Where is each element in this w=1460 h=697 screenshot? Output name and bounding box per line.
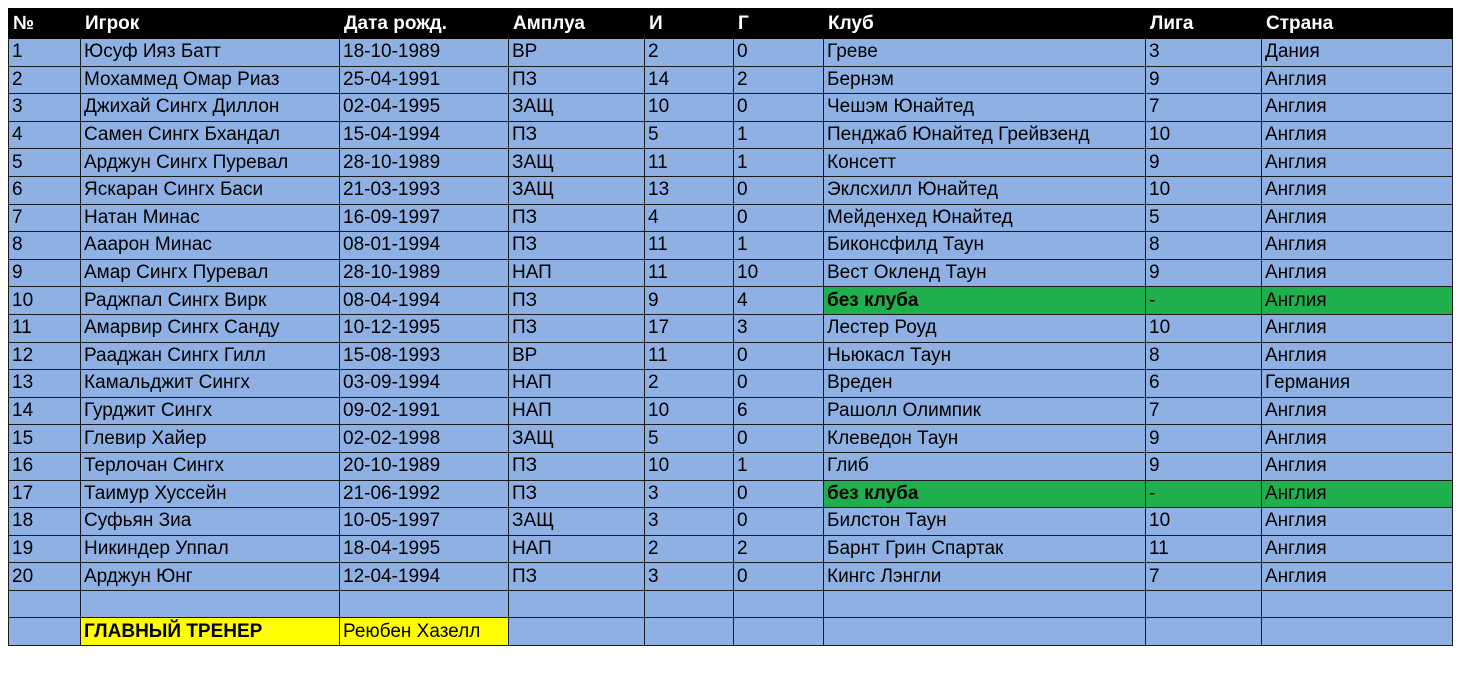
empty-cell[interactable]: [1146, 618, 1262, 646]
cell-goals[interactable]: 1: [734, 232, 824, 260]
cell-goals[interactable]: 0: [734, 563, 824, 591]
cell-position[interactable]: ЗАЩ: [509, 94, 645, 122]
empty-cell[interactable]: [1146, 590, 1262, 618]
cell-games[interactable]: 11: [645, 232, 734, 260]
cell-birthdate[interactable]: 25-04-1991: [340, 66, 509, 94]
cell-country[interactable]: Англия: [1262, 259, 1453, 287]
cell-player[interactable]: Яскаран Сингх Баси: [81, 176, 340, 204]
cell-position[interactable]: ПЗ: [509, 314, 645, 342]
cell-club[interactable]: Мейденхед Юнайтед: [824, 204, 1146, 232]
cell-number[interactable]: 3: [9, 94, 81, 122]
table-row: [9, 425, 1453, 453]
empty-cell[interactable]: [1262, 590, 1453, 618]
cell-goals[interactable]: 2: [734, 66, 824, 94]
cell-games[interactable]: 5: [645, 425, 734, 453]
cell-goals[interactable]: 10: [734, 259, 824, 287]
empty-cell[interactable]: [509, 618, 645, 646]
cell-birthdate[interactable]: 10-05-1997: [340, 508, 509, 536]
table-row: [9, 480, 1453, 508]
cell-number[interactable]: 10: [9, 287, 81, 315]
cell-birthdate[interactable]: 10-12-1995: [340, 314, 509, 342]
cell-league[interactable]: 8: [1146, 232, 1262, 260]
cell-country[interactable]: Англия: [1262, 342, 1453, 370]
empty-cell[interactable]: [824, 590, 1146, 618]
cell-position[interactable]: ВР: [509, 39, 645, 67]
cell-club[interactable]: Вест Окленд Таун: [824, 259, 1146, 287]
cell-goals[interactable]: 0: [734, 508, 824, 536]
header-row: [9, 9, 1453, 39]
cell-league[interactable]: 6: [1146, 370, 1262, 398]
cell-position[interactable]: ПЗ: [509, 204, 645, 232]
cell-club[interactable]: без клуба: [824, 287, 1146, 315]
cell-games[interactable]: 9: [645, 287, 734, 315]
cell-goals[interactable]: 0: [734, 94, 824, 122]
table-row: [9, 397, 1453, 425]
empty-cell[interactable]: [1262, 618, 1453, 646]
cell-club[interactable]: Биконсфилд Таун: [824, 232, 1146, 260]
cell-club[interactable]: Пенджаб Юнайтед Грейвзенд: [824, 121, 1146, 149]
cell-player[interactable]: Ааарон Минас: [81, 232, 340, 260]
cell-country[interactable]: Англия: [1262, 397, 1453, 425]
cell-league[interactable]: -: [1146, 480, 1262, 508]
cell-position[interactable]: ПЗ: [509, 563, 645, 591]
cell-league[interactable]: 3: [1146, 39, 1262, 67]
cell-player[interactable]: Никиндер Уппал: [81, 535, 340, 563]
cell-club[interactable]: Вреден: [824, 370, 1146, 398]
table-row: [9, 149, 1453, 177]
cell-club[interactable]: Барнт Грин Спартак: [824, 535, 1146, 563]
col-header-club[interactable]: Клуб: [824, 9, 1146, 39]
col-header-player[interactable]: Игрок: [81, 9, 340, 39]
cell-country[interactable]: Англия: [1262, 563, 1453, 591]
cell-player[interactable]: Камальджит Сингх: [81, 370, 340, 398]
cell-position[interactable]: ПЗ: [509, 232, 645, 260]
cell-country[interactable]: Германия: [1262, 370, 1453, 398]
cell-country[interactable]: Англия: [1262, 314, 1453, 342]
cell-league[interactable]: 10: [1146, 314, 1262, 342]
cell-games[interactable]: 17: [645, 314, 734, 342]
cell-country[interactable]: Англия: [1262, 149, 1453, 177]
cell-country[interactable]: Англия: [1262, 535, 1453, 563]
cell-number[interactable]: 7: [9, 204, 81, 232]
cell-league[interactable]: 5: [1146, 204, 1262, 232]
table-row: [9, 342, 1453, 370]
cell-goals[interactable]: 0: [734, 480, 824, 508]
cell-player[interactable]: Амар Сингх Пуревал: [81, 259, 340, 287]
cell-number[interactable]: 6: [9, 176, 81, 204]
cell-club[interactable]: Рашолл Олимпик: [824, 397, 1146, 425]
col-header-league[interactable]: Лига: [1146, 9, 1262, 39]
empty-cell[interactable]: [734, 618, 824, 646]
cell-number[interactable]: 13: [9, 370, 81, 398]
cell-player[interactable]: Глевир Хайер: [81, 425, 340, 453]
cell-goals[interactable]: 0: [734, 425, 824, 453]
cell-league[interactable]: 10: [1146, 176, 1262, 204]
table-row: [9, 66, 1453, 94]
cell-club[interactable]: Глиб: [824, 452, 1146, 480]
table-row: [9, 314, 1453, 342]
cell-number[interactable]: 11: [9, 314, 81, 342]
cell-number[interactable]: 12: [9, 342, 81, 370]
cell-number[interactable]: 9: [9, 259, 81, 287]
cell-birthdate[interactable]: 16-09-1997: [340, 204, 509, 232]
table-row: [9, 508, 1453, 536]
cell-club[interactable]: Консетт: [824, 149, 1146, 177]
cell-league[interactable]: 10: [1146, 508, 1262, 536]
cell-country[interactable]: Англия: [1262, 66, 1453, 94]
empty-row: [9, 590, 1453, 618]
cell-goals[interactable]: 0: [734, 204, 824, 232]
cell-player[interactable]: Рааджан Сингх Гилл: [81, 342, 340, 370]
cell-league[interactable]: 9: [1146, 425, 1262, 453]
cell-player[interactable]: Мохаммед Омар Риаз: [81, 66, 340, 94]
cell-games[interactable]: 2: [645, 39, 734, 67]
cell-club[interactable]: Кингс Лэнгли: [824, 563, 1146, 591]
table-row: [9, 452, 1453, 480]
empty-cell[interactable]: [645, 590, 734, 618]
cell-birthdate[interactable]: 18-10-1989: [340, 39, 509, 67]
cell-country[interactable]: Англия: [1262, 425, 1453, 453]
cell-number[interactable]: 1: [9, 39, 81, 67]
col-header-country[interactable]: Страна: [1262, 9, 1453, 39]
cell-goals[interactable]: 6: [734, 397, 824, 425]
cell-position[interactable]: ВР: [509, 342, 645, 370]
cell-country[interactable]: Англия: [1262, 204, 1453, 232]
cell-position[interactable]: ЗАЩ: [509, 149, 645, 177]
cell-number[interactable]: 19: [9, 535, 81, 563]
cell-club[interactable]: без клуба: [824, 480, 1146, 508]
cell-birthdate[interactable]: 15-04-1994: [340, 121, 509, 149]
cell-player[interactable]: Арджун Сингх Пуревал: [81, 149, 340, 177]
cell-number[interactable]: 14: [9, 397, 81, 425]
cell-player[interactable]: Арджун Юнг: [81, 563, 340, 591]
table-row: [9, 204, 1453, 232]
cell-league[interactable]: 9: [1146, 452, 1262, 480]
cell-number[interactable]: 16: [9, 452, 81, 480]
cell-country[interactable]: Англия: [1262, 480, 1453, 508]
cell-position[interactable]: ЗАЩ: [509, 425, 645, 453]
cell-games[interactable]: 10: [645, 397, 734, 425]
cell-country[interactable]: Англия: [1262, 176, 1453, 204]
col-header-goals[interactable]: Г: [734, 9, 824, 39]
cell-position[interactable]: ЗАЩ: [509, 176, 645, 204]
cell-player[interactable]: Таимур Хуссейн: [81, 480, 340, 508]
cell-position[interactable]: НАП: [509, 370, 645, 398]
cell-country[interactable]: Англия: [1262, 94, 1453, 122]
cell-country[interactable]: Англия: [1262, 232, 1453, 260]
cell-club[interactable]: Клеведон Таун: [824, 425, 1146, 453]
cell-country[interactable]: Дания: [1262, 39, 1453, 67]
cell-goals[interactable]: 0: [734, 176, 824, 204]
cell-league[interactable]: 11: [1146, 535, 1262, 563]
cell-player[interactable]: Терлочан Сингх: [81, 452, 340, 480]
cell-games[interactable]: 13: [645, 176, 734, 204]
cell-position[interactable]: ПЗ: [509, 480, 645, 508]
cell-goals[interactable]: 3: [734, 314, 824, 342]
cell-games[interactable]: 14: [645, 66, 734, 94]
cell-club[interactable]: Эклсхилл Юнайтед: [824, 176, 1146, 204]
cell-player[interactable]: Юсуф Ияз Батт: [81, 39, 340, 67]
head-coach-label[interactable]: ГЛАВНЫЙ ТРЕНЕР: [81, 618, 340, 646]
col-header-number[interactable]: №: [9, 9, 81, 39]
table-row: [9, 259, 1453, 287]
cell-club[interactable]: Греве: [824, 39, 1146, 67]
cell-birthdate[interactable]: 02-04-1995: [340, 94, 509, 122]
col-header-position[interactable]: Амплуа: [509, 9, 645, 39]
cell-club[interactable]: Бернэм: [824, 66, 1146, 94]
table-row: [9, 176, 1453, 204]
cell-birthdate[interactable]: 18-04-1995: [340, 535, 509, 563]
cell-goals[interactable]: 1: [734, 121, 824, 149]
cell-games[interactable]: 2: [645, 535, 734, 563]
cell-position[interactable]: ЗАЩ: [509, 508, 645, 536]
empty-cell[interactable]: [734, 590, 824, 618]
empty-cell[interactable]: [645, 618, 734, 646]
cell-player[interactable]: Амарвир Сингх Санду: [81, 314, 340, 342]
cell-games[interactable]: 11: [645, 149, 734, 177]
cell-league[interactable]: 7: [1146, 563, 1262, 591]
cell-club[interactable]: Лестер Роуд: [824, 314, 1146, 342]
cell-birthdate[interactable]: 03-09-1994: [340, 370, 509, 398]
col-header-games[interactable]: И: [645, 9, 734, 39]
cell-birthdate[interactable]: 09-02-1991: [340, 397, 509, 425]
table-body: [9, 39, 1453, 646]
empty-cell[interactable]: [9, 590, 81, 618]
cell-player[interactable]: Суфьян Зиа: [81, 508, 340, 536]
table-row: [9, 232, 1453, 260]
cell-position[interactable]: НАП: [509, 535, 645, 563]
cell-league[interactable]: 9: [1146, 259, 1262, 287]
cell-league[interactable]: -: [1146, 287, 1262, 315]
cell-country[interactable]: Англия: [1262, 287, 1453, 315]
cell-club[interactable]: Чешэм Юнайтед: [824, 94, 1146, 122]
cell-club[interactable]: Ньюкасл Таун: [824, 342, 1146, 370]
cell-position[interactable]: НАП: [509, 259, 645, 287]
head-coach-row: [9, 618, 1453, 646]
cell-goals[interactable]: 4: [734, 287, 824, 315]
cell-birthdate[interactable]: 08-01-1994: [340, 232, 509, 260]
cell-position[interactable]: ПЗ: [509, 66, 645, 94]
cell-games[interactable]: 5: [645, 121, 734, 149]
empty-cell[interactable]: [81, 590, 340, 618]
cell-number[interactable]: 20: [9, 563, 81, 591]
table-row: [9, 39, 1453, 67]
squad-table: [8, 8, 1453, 646]
table-row: [9, 370, 1453, 398]
cell-games[interactable]: 3: [645, 480, 734, 508]
cell-country[interactable]: Англия: [1262, 508, 1453, 536]
cell-birthdate[interactable]: 15-08-1993: [340, 342, 509, 370]
cell-games[interactable]: 2: [645, 370, 734, 398]
cell-club[interactable]: Билстон Таун: [824, 508, 1146, 536]
cell-games[interactable]: 4: [645, 204, 734, 232]
cell-league[interactable]: 10: [1146, 121, 1262, 149]
cell-player[interactable]: Гурджит Сингх: [81, 397, 340, 425]
cell-player[interactable]: Натан Минас: [81, 204, 340, 232]
cell-games[interactable]: 3: [645, 508, 734, 536]
cell-number[interactable]: 4: [9, 121, 81, 149]
cell-position[interactable]: ПЗ: [509, 452, 645, 480]
cell-goals[interactable]: 0: [734, 39, 824, 67]
col-header-birthdate[interactable]: Дата рожд.: [340, 9, 509, 39]
cell-player[interactable]: Раджпал Сингх Вирк: [81, 287, 340, 315]
cell-position[interactable]: ПЗ: [509, 287, 645, 315]
cell-number[interactable]: 18: [9, 508, 81, 536]
cell-country[interactable]: Англия: [1262, 121, 1453, 149]
cell-goals[interactable]: 1: [734, 149, 824, 177]
cell-birthdate[interactable]: 21-06-1992: [340, 480, 509, 508]
empty-cell[interactable]: [509, 590, 645, 618]
cell-league[interactable]: 8: [1146, 342, 1262, 370]
cell-number[interactable]: 15: [9, 425, 81, 453]
cell-number[interactable]: 5: [9, 149, 81, 177]
cell-player[interactable]: Джихай Сингх Диллон: [81, 94, 340, 122]
empty-cell[interactable]: [9, 618, 81, 646]
cell-league[interactable]: 7: [1146, 397, 1262, 425]
cell-birthdate[interactable]: 20-10-1989: [340, 452, 509, 480]
cell-goals[interactable]: 1: [734, 452, 824, 480]
cell-country[interactable]: Англия: [1262, 452, 1453, 480]
table-row: [9, 535, 1453, 563]
cell-birthdate[interactable]: 28-10-1989: [340, 259, 509, 287]
cell-games[interactable]: 11: [645, 259, 734, 287]
head-coach-name[interactable]: Реюбен Хазелл: [340, 618, 509, 646]
cell-games[interactable]: 10: [645, 94, 734, 122]
cell-games[interactable]: 3: [645, 563, 734, 591]
cell-games[interactable]: 10: [645, 452, 734, 480]
cell-player[interactable]: Самен Сингх Бхандал: [81, 121, 340, 149]
cell-goals[interactable]: 0: [734, 342, 824, 370]
cell-league[interactable]: 9: [1146, 66, 1262, 94]
empty-cell[interactable]: [340, 590, 509, 618]
table-row: [9, 121, 1453, 149]
cell-league[interactable]: 9: [1146, 149, 1262, 177]
cell-position[interactable]: ПЗ: [509, 121, 645, 149]
table-row: [9, 94, 1453, 122]
cell-number[interactable]: 17: [9, 480, 81, 508]
cell-number[interactable]: 2: [9, 66, 81, 94]
cell-birthdate[interactable]: 02-02-1998: [340, 425, 509, 453]
cell-games[interactable]: 11: [645, 342, 734, 370]
cell-goals[interactable]: 2: [734, 535, 824, 563]
empty-cell[interactable]: [824, 618, 1146, 646]
cell-number[interactable]: 8: [9, 232, 81, 260]
cell-position[interactable]: НАП: [509, 397, 645, 425]
table-row: [9, 563, 1453, 591]
cell-birthdate[interactable]: 28-10-1989: [340, 149, 509, 177]
cell-birthdate[interactable]: 12-04-1994: [340, 563, 509, 591]
cell-league[interactable]: 7: [1146, 94, 1262, 122]
table-row: [9, 287, 1453, 315]
cell-goals[interactable]: 0: [734, 370, 824, 398]
cell-birthdate[interactable]: 21-03-1993: [340, 176, 509, 204]
cell-birthdate[interactable]: 08-04-1994: [340, 287, 509, 315]
